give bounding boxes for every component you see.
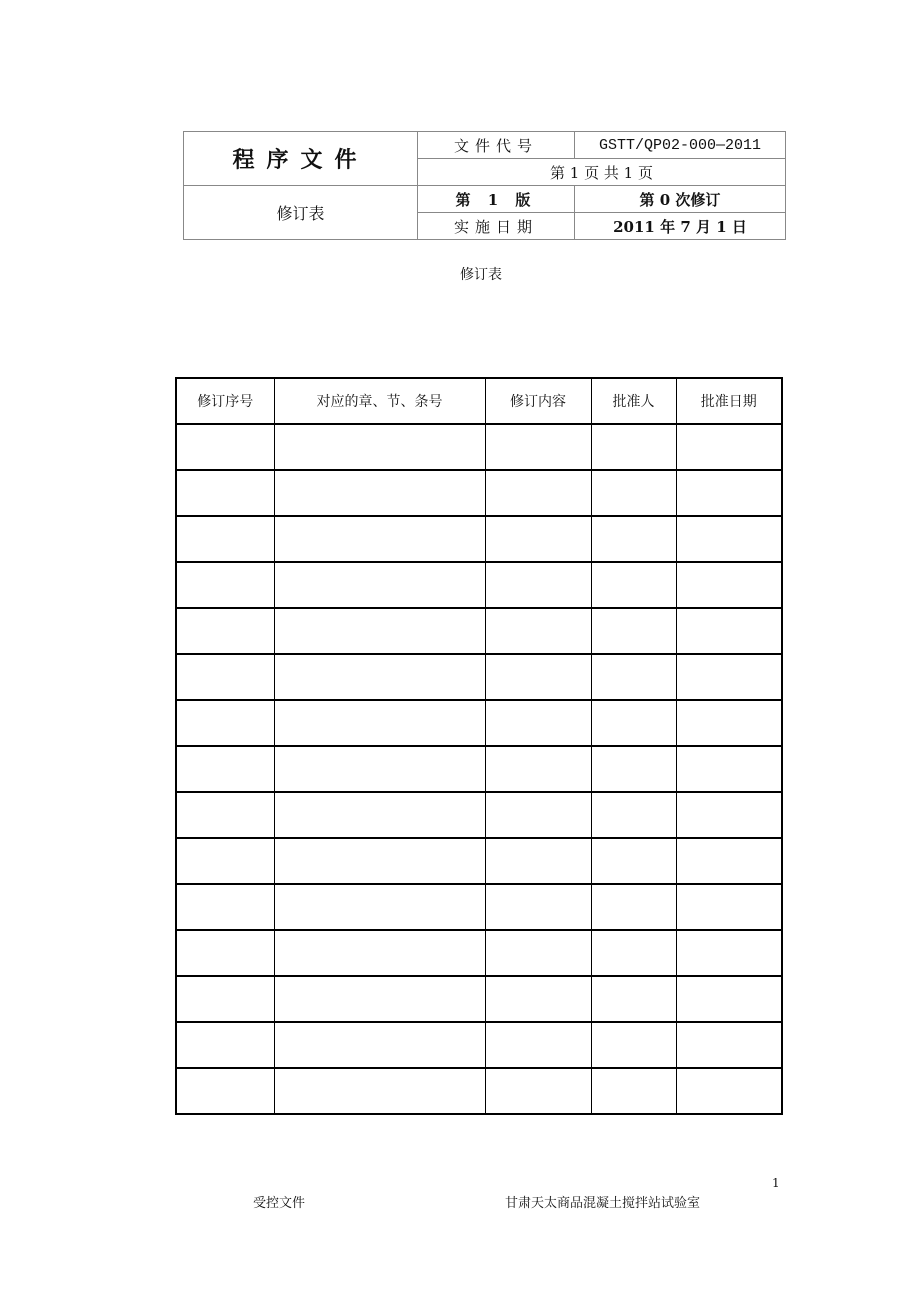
table-cell — [485, 470, 591, 516]
table-cell — [591, 746, 676, 792]
table-cell — [176, 884, 274, 930]
footer-controlled-document: 受控文件 — [253, 1196, 306, 1211]
table-cell — [176, 930, 274, 976]
table-cell — [274, 976, 485, 1022]
table-cell — [591, 700, 676, 746]
table-cell — [176, 424, 274, 470]
effective-date-label: 实施日期 — [418, 213, 575, 240]
table-cell — [676, 1068, 782, 1114]
column-header: 批准人 — [591, 378, 676, 424]
table-cell — [485, 654, 591, 700]
table-cell — [274, 838, 485, 884]
table-cell — [274, 700, 485, 746]
table-cell — [676, 1022, 782, 1068]
table-cell — [176, 608, 274, 654]
table-cell — [591, 654, 676, 700]
column-header: 批准日期 — [676, 378, 782, 424]
table-cell — [176, 792, 274, 838]
table-row — [176, 884, 782, 930]
table-cell — [274, 516, 485, 562]
table-cell — [274, 930, 485, 976]
table-cell — [176, 838, 274, 884]
table-row — [176, 470, 782, 516]
page-number: 1 — [772, 1176, 780, 1190]
table-row — [176, 976, 782, 1022]
document-header-table — [183, 131, 786, 240]
column-header: 修订序号 — [176, 378, 274, 424]
table-row — [176, 1068, 782, 1114]
table-cell — [485, 516, 591, 562]
table-cell — [591, 792, 676, 838]
table-cell — [176, 976, 274, 1022]
table-cell — [485, 1068, 591, 1114]
table-cell — [676, 654, 782, 700]
table-cell — [485, 746, 591, 792]
table-cell — [485, 792, 591, 838]
document-type-title: 程序文件 — [184, 132, 418, 186]
table-cell — [485, 838, 591, 884]
table-cell — [676, 562, 782, 608]
table-cell — [274, 792, 485, 838]
table-cell — [591, 516, 676, 562]
table-cell — [274, 654, 485, 700]
effective-date-value: 2011 年 7 月 1 日 — [575, 213, 786, 240]
table-cell — [485, 700, 591, 746]
table-cell — [676, 976, 782, 1022]
table-cell — [676, 792, 782, 838]
revision-table — [175, 377, 783, 1115]
table-row — [176, 792, 782, 838]
column-header: 修订内容 — [485, 378, 591, 424]
table-cell — [274, 1068, 485, 1114]
table-row — [176, 1022, 782, 1068]
table-cell — [274, 1022, 485, 1068]
table-cell — [485, 562, 591, 608]
table-cell — [176, 562, 274, 608]
table-cell — [591, 976, 676, 1022]
table-cell — [176, 516, 274, 562]
table-cell — [274, 562, 485, 608]
table-cell — [591, 562, 676, 608]
table-cell — [591, 1068, 676, 1114]
table-cell — [676, 608, 782, 654]
table-row — [176, 516, 782, 562]
table-cell — [676, 930, 782, 976]
table-cell — [676, 424, 782, 470]
table-cell — [591, 838, 676, 884]
file-code-value: GSTT/QP02-000—2011 — [575, 132, 786, 159]
table-cell — [485, 608, 591, 654]
table-cell — [676, 470, 782, 516]
table-cell — [274, 884, 485, 930]
table-row — [176, 608, 782, 654]
table-cell — [591, 608, 676, 654]
file-code-label: 文件代号 — [418, 132, 575, 159]
edition-label: 第 1 版 — [418, 186, 575, 213]
table-cell — [485, 424, 591, 470]
page-title: 修订表 — [460, 267, 502, 283]
table-cell — [176, 700, 274, 746]
table-cell — [591, 470, 676, 516]
revision-label: 第 0 次修订 — [575, 186, 786, 213]
table-cell — [485, 884, 591, 930]
table-cell — [676, 746, 782, 792]
table-row — [176, 746, 782, 792]
table-cell — [176, 470, 274, 516]
table-cell — [176, 1022, 274, 1068]
table-cell — [485, 976, 591, 1022]
table-cell — [591, 930, 676, 976]
table-row — [176, 654, 782, 700]
document-subject: 修订表 — [184, 186, 418, 240]
table-row — [176, 838, 782, 884]
page-info: 第 1 页 共 1 页 — [418, 159, 786, 186]
table-cell — [676, 838, 782, 884]
table-row — [176, 562, 782, 608]
table-row — [176, 424, 782, 470]
table-cell — [591, 884, 676, 930]
table-cell — [176, 1068, 274, 1114]
table-cell — [676, 700, 782, 746]
table-cell — [485, 930, 591, 976]
column-header: 对应的章、节、条号 — [274, 378, 485, 424]
table-cell — [274, 470, 485, 516]
table-cell — [591, 424, 676, 470]
table-row — [176, 700, 782, 746]
table-cell — [274, 608, 485, 654]
table-cell — [176, 654, 274, 700]
table-cell — [176, 746, 274, 792]
table-cell — [274, 424, 485, 470]
table-cell — [485, 1022, 591, 1068]
table-header-row — [176, 378, 782, 424]
table-cell — [274, 746, 485, 792]
table-cell — [591, 1022, 676, 1068]
table-cell — [676, 516, 782, 562]
table-row — [176, 930, 782, 976]
footer-organization: 甘肃天太商品混凝土搅拌站试验室 — [505, 1196, 701, 1211]
table-cell — [676, 884, 782, 930]
